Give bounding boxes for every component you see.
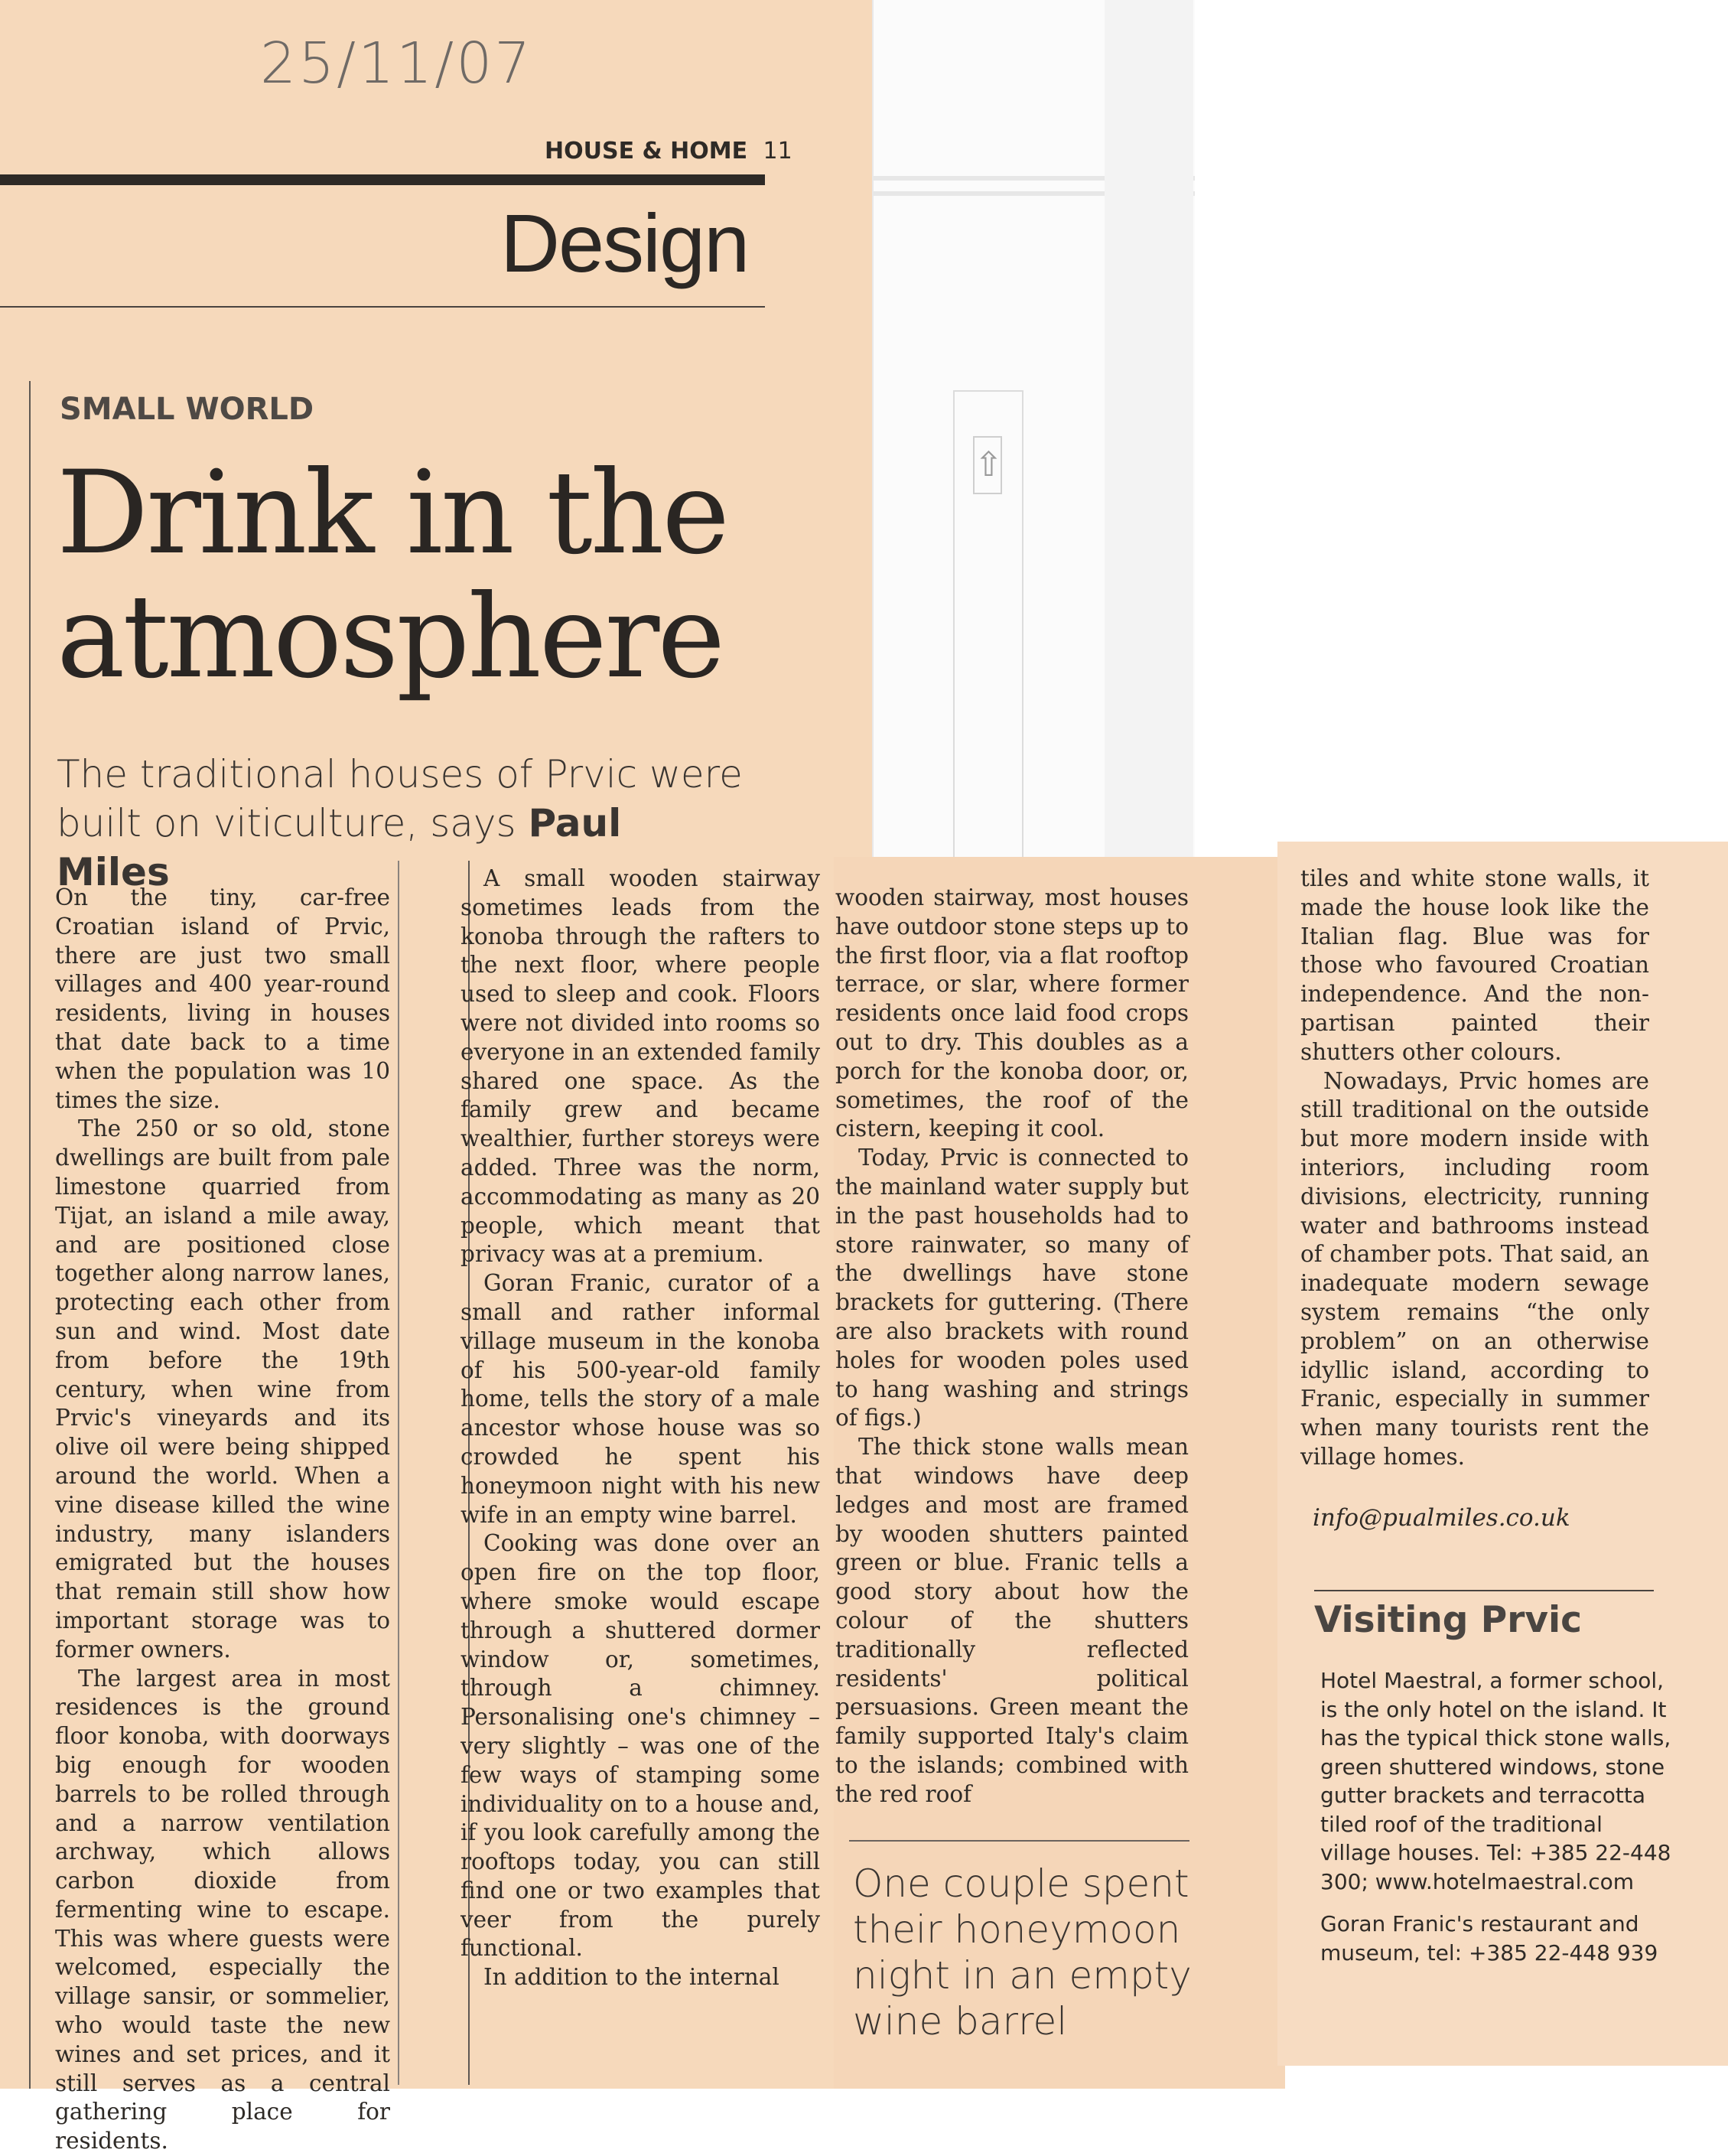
paragraph: On the tiny, car-free Croatian island of Prvic, there are just two small villages and 400 year-round residents, living in houses that date back to a time when the population was 10 times the size. xyxy=(55,884,390,1113)
byline: Paul Miles xyxy=(57,801,622,894)
section-title: Design xyxy=(500,197,749,289)
article-column-3 xyxy=(835,884,1189,1809)
page-number: 11 xyxy=(763,138,792,164)
paragraph: wooden stairway, most houses have outdoor stone steps up to the first floor, via a flat rooftop terrace, or slar, where former residents once laid food crops out to dry. This doubles as a porch for the konoba door, or, sometimes, the roof of the cistern, keeping it cool. xyxy=(835,884,1189,1142)
up-arrow-icon: ⇧ xyxy=(973,436,1002,494)
info-box-body xyxy=(1320,1666,1672,1981)
pull-quote-rule xyxy=(849,1840,1189,1842)
section-rule xyxy=(0,306,765,308)
paragraph: The largest area in most residences is the ground floor konoba, with doorways big enough for wooden barrels to be rolled through and a narrow ventilation archway, which allows carbon dioxide from fermenting wine to escape. This was where guests were welcomed, especially the village sansir, or sommelier, who would taste the new wines and set prices, and it still serves as a central gathering place for residents. xyxy=(55,1665,390,2154)
masthead-rule xyxy=(0,174,765,185)
info-box-title: Visiting Prvic xyxy=(1314,1599,1583,1641)
column-rule-left xyxy=(29,381,31,2089)
sheet-edge xyxy=(1105,0,1193,865)
standfirst-text: The traditional houses of Prvic were built on viticulture, says xyxy=(57,752,743,845)
info-box-paragraph: Hotel Maestral, a former school, is the only hotel on the island. It has the typical thick stone walls, green shuttered windows, stone gutter brackets and terracotta tiled roof of the traditional village houses. Tel: +385 22-448 300; www.hotelmaestral.com xyxy=(1320,1668,1671,1894)
paragraph: The 250 or so old, stone dwellings are built from pale limestone quarried from Tijat, an island a mile away, and are positioned close together along narrow lanes, protecting each other from sun and wind. Most date from before the 19th century, when wine from Prvic's vineyards and its olive oil were being shipped around the world. When a vine disease killed the wine industry, many islanders emigrated but the houses that remain still show how important storage was to former owners. xyxy=(55,1115,390,1663)
paragraph: Goran Franic, curator of a small and rather informal village museum in the konoba of his 500-year-old family home, tells the story of a male ancestor whose house was so crowded he spent his honeymoon night with his new wife in an empty wine barrel. xyxy=(460,1270,820,1528)
article-column-2 xyxy=(460,865,820,1992)
paragraph: Nowadays, Prvic homes are still traditional on the outside but more modern inside with interiors, including room divisions, electricity, running water and bathrooms instead of chamber pots. That said, an inadequate modern sewage system remains “the only problem” on an otherwise idyllic island, according to Franic, especially in summer when many tourists rent the village homes. xyxy=(1300,1067,1649,1470)
paragraph: In addition to the internal xyxy=(483,1964,779,1991)
paragraph: Today, Prvic is connected to the mainland water supply but in the past households had to store rainwater, so many of the dwellings have stone brackets for guttering. (There are also brackets with round holes for wooden poles used to hang washing and strings of figs.) xyxy=(835,1145,1189,1431)
article-column-4 xyxy=(1300,865,1649,1472)
headline-line: atmosphere xyxy=(57,571,724,704)
info-box-paragraph: Goran Franic's restaurant and museum, tel: +385 22-448 939 xyxy=(1320,1911,1658,1965)
handwritten-date: 25/11/07 xyxy=(260,31,533,96)
headline xyxy=(57,447,728,704)
article-column-1 xyxy=(55,884,390,2156)
paragraph: The thick stone walls mean that windows have deep ledges and most are framed by wooden shutters painted green or blue. Franic tells a good story about how the colour of the shutters traditionally reflected residents' political persuasions. Green meant the family supported Italy's claim to the islands; combined with the red roof xyxy=(835,1434,1189,1807)
paragraph: A small wooden stairway sometimes leads from the konoba through the rafters to the next floor, where people used to sleep and cook. Floors were not divided into rooms so everyone in an extended family shared one space. As the family grew and became wealthier, further storeys were added. Three was the norm, accommodating as many as 20 people, which meant that privacy was at a premium. xyxy=(460,865,820,1268)
kicker: SMALL WORLD xyxy=(60,392,314,427)
column-rule xyxy=(398,861,399,2085)
paragraph: Cooking was done over an open fire on the top floor, where smoke would escape through a shuttered dormer window or, sometimes, through a chimney. Personalising one's chimney – very slightly – was one of the few ways of stamping some individuality on to a house and, if you look carefully among the rooftops today, you can still find one or two examples that veer from the purely functional. xyxy=(460,1530,820,1962)
author-email: info@pualmiles.co.uk xyxy=(1313,1504,1570,1532)
section-label xyxy=(545,138,792,164)
section-name: HOUSE & HOME xyxy=(545,138,748,164)
paragraph: tiles and white stone walls, it made the house look like the Italian flag. Blue was for those who favoured Croatian independence. And the non-partisan painted their shutters other colours. xyxy=(1300,865,1649,1065)
pull-quote: One couple spent their honeymoon night in an empty wine barrel xyxy=(853,1861,1192,2044)
info-box-rule xyxy=(1314,1590,1654,1591)
headline-line: Drink in the xyxy=(57,447,728,580)
scanner-backing-sheet xyxy=(872,0,1195,865)
